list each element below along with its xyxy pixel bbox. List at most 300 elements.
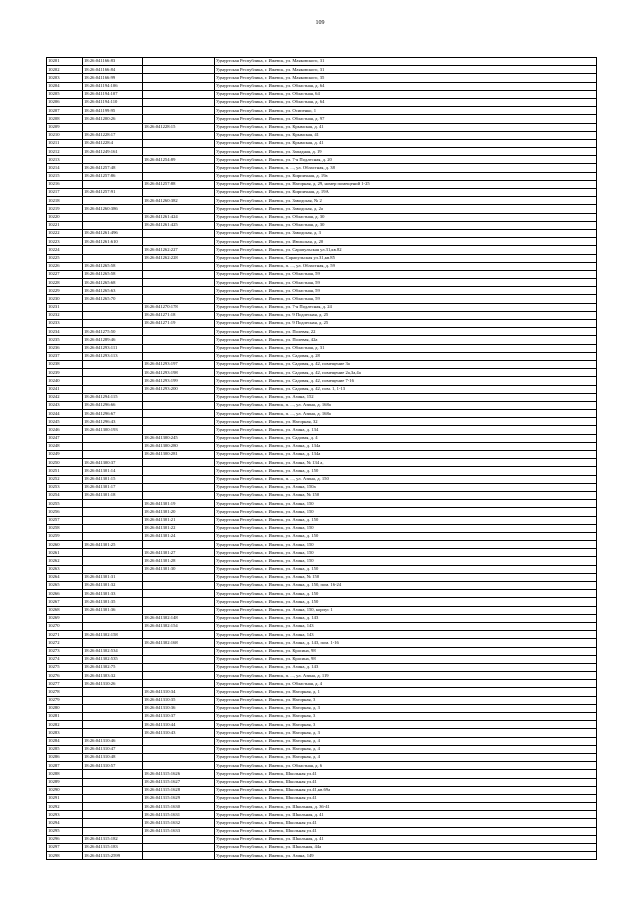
- row-number-cell: 10268: [47, 606, 83, 614]
- row-number-cell: 10240: [47, 377, 83, 385]
- cadastral-number-cell: 18:26:041301:15: [83, 475, 143, 483]
- table-row: [47, 778, 597, 786]
- cadastral-number-cell: 18:26:041261:610: [83, 238, 143, 246]
- row-number-cell: 10258: [47, 524, 83, 532]
- cadastral-number-cell: 18:26:041302:75: [83, 663, 143, 671]
- cadastral-number-cell: [83, 565, 143, 573]
- cadastral-number-cell: 18:26:041310:47: [83, 745, 143, 753]
- cadastral-number-cell: 18:26:041301:35: [83, 598, 143, 606]
- address-cell: Удмуртская Республика, г. Ижевск, п. ..., ул. Областная, д. 38: [215, 164, 597, 172]
- table-row: [47, 410, 597, 418]
- cadastral-number-cell: 18:26:041315:183: [83, 844, 143, 852]
- table-row: [47, 762, 597, 770]
- premises-cadastral-number-cell: [143, 426, 215, 434]
- table-row: [47, 688, 597, 696]
- address-cell: Удмуртская Республика, г. Ижевск, ул. Нагорная, 3: [215, 713, 597, 721]
- row-number-cell: 10279: [47, 696, 83, 704]
- address-cell: Удмуртская Республика, г. Ижевск, ул. Азина, д. 150: [215, 598, 597, 606]
- row-number-cell: 10288: [47, 770, 83, 778]
- address-cell: Удмуртская Республика, г. Ижевск, Школьная ул.41: [215, 778, 597, 786]
- row-number-cell: 10281: [47, 713, 83, 721]
- premises-cadastral-number-cell: 18:26:041300:280: [143, 442, 215, 450]
- row-number-cell: 10215: [47, 172, 83, 180]
- cadastral-number-cell: 18:26:041310:48: [83, 753, 143, 761]
- row-number-cell: 10289: [47, 778, 83, 786]
- table-row: [47, 835, 597, 843]
- address-cell: Удмуртская Республика, г. Ижевск, ул. Садовая, д. 42, помещение 3а: [215, 360, 597, 368]
- premises-cadastral-number-cell: [143, 336, 215, 344]
- address-cell: Удмуртская Республика, г. Ижевск, ул. Областная, 59: [215, 287, 597, 295]
- address-cell: Удмуртская Республика, г. Ижевск, ул. Кирпичная, д. 19а: [215, 172, 597, 180]
- premises-cadastral-number-cell: [143, 401, 215, 409]
- address-cell: Удмуртская Республика, г. Ижевск, ул. Нагорная, д. 4: [215, 745, 597, 753]
- address-cell: Удмуртская Республика, г. Ижевск, ул. Нагорная, д. 1: [215, 688, 597, 696]
- table-row: [47, 852, 597, 860]
- premises-cadastral-number-cell: 18:26:041301:24: [143, 532, 215, 540]
- address-cell: Удмуртская Республика, г. Ижевск, Школьная ул.41: [215, 827, 597, 835]
- row-number-cell: 10249: [47, 451, 83, 459]
- row-number-cell: 10221: [47, 221, 83, 229]
- row-number-cell: 10256: [47, 508, 83, 516]
- cadastral-number-cell: [83, 123, 143, 131]
- cadastral-number-cell: [83, 549, 143, 557]
- address-cell: Удмуртская Республика, г. Ижевск, ул. Красина, 98: [215, 647, 597, 655]
- address-cell: Удмуртская Республика, г. Ижевск, ул. Азина, д. 143, пом. 1-16: [215, 639, 597, 647]
- row-number-cell: 10214: [47, 164, 83, 172]
- address-cell: Удмуртская Республика, г. Ижевск, ул. Садовая, д. 42, помещение 7-16: [215, 377, 597, 385]
- row-number-cell: 10293: [47, 811, 83, 819]
- address-cell: Удмуртская Республика, г. Ижевск, ул. Областная, 64: [215, 90, 597, 98]
- premises-cadastral-number-cell: [143, 835, 215, 843]
- address-cell: Удмуртская Республика, г. Ижевск, Школьная ул.41: [215, 819, 597, 827]
- address-cell: Удмуртская Республика, г. Ижевск, ул. Садовая, д. 28: [215, 352, 597, 360]
- table-row: [47, 508, 597, 516]
- row-number-cell: 10265: [47, 582, 83, 590]
- table-row: [47, 246, 597, 254]
- table-row: [47, 287, 597, 295]
- row-number-cell: 10227: [47, 270, 83, 278]
- row-number-cell: 10298: [47, 852, 83, 860]
- premises-cadastral-number-cell: 18:26:041310:34: [143, 688, 215, 696]
- cadastral-number-cell: [83, 786, 143, 794]
- cadastral-number-cell: 18:26:041257:48: [83, 164, 143, 172]
- row-number-cell: 10257: [47, 516, 83, 524]
- cadastral-number-cell: 18:26:041301:14: [83, 467, 143, 475]
- cadastral-number-cell: 18:26:041302:535: [83, 655, 143, 663]
- premises-cadastral-number-cell: 18:26:041302:154: [143, 622, 215, 630]
- cadastral-number-cell: 18:26:041200:26: [83, 115, 143, 123]
- address-cell: Удмуртская Республика, г. Ижевск, ул. Нагорная, 3: [215, 696, 597, 704]
- cadastral-number-cell: [83, 721, 143, 729]
- cadastral-number-cell: [83, 819, 143, 827]
- table-row: [47, 311, 597, 319]
- table-row: [47, 614, 597, 622]
- address-cell: Удмуртская Республика, г. Ижевск, ул. Азина, 150: [215, 508, 597, 516]
- table-row: [47, 434, 597, 442]
- cadastral-number-cell: [83, 434, 143, 442]
- address-cell: Удмуртская Республика, г. Ижевск, ул. Маяковского, 31: [215, 58, 597, 66]
- table-row: [47, 827, 597, 835]
- premises-cadastral-number-cell: 18:26:041310:43: [143, 729, 215, 737]
- page-number: 109: [315, 20, 325, 26]
- row-number-cell: 10237: [47, 352, 83, 360]
- table-row: [47, 500, 597, 508]
- row-number-cell: 10276: [47, 672, 83, 680]
- row-number-cell: 10292: [47, 803, 83, 811]
- cadastral-number-cell: 18:26:041265:58: [83, 262, 143, 270]
- address-cell: Удмуртская Республика, г. Ижевск, ул. Азина, 150: [215, 524, 597, 532]
- premises-cadastral-number-cell: 18:26:041315:1633: [143, 827, 215, 835]
- cadastral-number-cell: [83, 696, 143, 704]
- table-row: [47, 524, 597, 532]
- row-number-cell: 10271: [47, 631, 83, 639]
- table-row: [47, 385, 597, 393]
- premises-cadastral-number-cell: [143, 74, 215, 82]
- cadastral-number-cell: [83, 516, 143, 524]
- cadastral-number-cell: [83, 311, 143, 319]
- row-number-cell: 10252: [47, 475, 83, 483]
- cadastral-number-cell: 18:26:041296:43: [83, 418, 143, 426]
- table-row: [47, 655, 597, 663]
- row-number-cell: 10235: [47, 336, 83, 344]
- table-row: [47, 680, 597, 688]
- address-cell: Удмуртская Республика, г. Ижевск, ул. Нагорная, д. 3: [215, 704, 597, 712]
- row-number-cell: 10286: [47, 753, 83, 761]
- premises-cadastral-number-cell: 18:26:041315:1631: [143, 811, 215, 819]
- row-number-cell: 10220: [47, 213, 83, 221]
- address-cell: Удмуртская Республика, г. Ижевск, ул. Садовая, д. 42, помещение 2а,3а,4а: [215, 369, 597, 377]
- row-number-cell: 10297: [47, 844, 83, 852]
- cadastral-number-cell: 18:26:041257:91: [83, 189, 143, 197]
- address-cell: Удмуртская Республика, г. Ижевск, ул. Областная, 59: [215, 295, 597, 303]
- row-number-cell: 10264: [47, 573, 83, 581]
- row-number-cell: 10291: [47, 794, 83, 802]
- cadastral-number-cell: [83, 729, 143, 737]
- address-cell: Удмуртская Республика, г. Ижевск, ул. Школьная, 44а: [215, 844, 597, 852]
- premises-cadastral-number-cell: 18:26:041301:27: [143, 549, 215, 557]
- cadastral-number-cell: 18:26:041289:46: [83, 336, 143, 344]
- premises-cadastral-number-cell: 18:26:041310:44: [143, 721, 215, 729]
- table-row: [47, 803, 597, 811]
- row-number-cell: 10219: [47, 205, 83, 213]
- premises-cadastral-number-cell: 18:26:041257:88: [143, 180, 215, 188]
- premises-cadastral-number-cell: 18:26:041271:18: [143, 311, 215, 319]
- premises-cadastral-number-cell: [143, 745, 215, 753]
- cadastral-number-cell: [83, 778, 143, 786]
- address-cell: Удмуртская Республика, г. Ижевск, ул. Школьная, д. 41: [215, 811, 597, 819]
- row-number-cell: 10260: [47, 541, 83, 549]
- premises-cadastral-number-cell: [143, 270, 215, 278]
- table-row: [47, 221, 597, 229]
- cadastral-number-cell: 18:26:041194:107: [83, 90, 143, 98]
- cadastral-number-cell: 18:26:041228:17: [83, 131, 143, 139]
- row-number-cell: 10207: [47, 107, 83, 115]
- row-number-cell: 10238: [47, 360, 83, 368]
- row-number-cell: 10272: [47, 639, 83, 647]
- cadastral-number-cell: [83, 524, 143, 532]
- cadastral-number-cell: 18:26:041302:158: [83, 631, 143, 639]
- premises-cadastral-number-cell: 18:26:041254:89: [143, 156, 215, 164]
- row-number-cell: 10242: [47, 393, 83, 401]
- premises-cadastral-number-cell: [143, 598, 215, 606]
- row-number-cell: 10217: [47, 189, 83, 197]
- premises-cadastral-number-cell: [143, 672, 215, 680]
- table-row: [47, 148, 597, 156]
- table-row: [47, 401, 597, 409]
- premises-cadastral-number-cell: [143, 753, 215, 761]
- address-cell: Удмуртская Республика, г. Ижевск, ул. 7-я Подлесная, д. 24: [215, 303, 597, 311]
- cadastral-number-cell: 18:26:041199:95: [83, 107, 143, 115]
- premises-cadastral-number-cell: [143, 189, 215, 197]
- address-cell: Удмуртская Республика, г. Ижевск, ул. Азина, № 150: [215, 491, 597, 499]
- cadastral-number-cell: 18:26:041301:36: [83, 606, 143, 614]
- row-number-cell: 10248: [47, 442, 83, 450]
- cadastral-number-cell: [83, 827, 143, 835]
- address-cell: Удмуртская Республика, г. Ижевск, Школьная ул.41: [215, 770, 597, 778]
- premises-cadastral-number-cell: [143, 590, 215, 598]
- row-number-cell: 10277: [47, 680, 83, 688]
- row-number-cell: 10203: [47, 74, 83, 82]
- row-number-cell: 10296: [47, 835, 83, 843]
- address-cell: Удмуртская Республика, г. Ижевск, ул. Нагорная, д. 4: [215, 753, 597, 761]
- table-row: [47, 295, 597, 303]
- premises-cadastral-number-cell: 18:26:041310:35: [143, 696, 215, 704]
- row-number-cell: 10232: [47, 311, 83, 319]
- cadastral-number-cell: [83, 246, 143, 254]
- cadastral-number-cell: 18:26:041301:17: [83, 483, 143, 491]
- row-number-cell: 10285: [47, 745, 83, 753]
- premises-cadastral-number-cell: 18:26:041293:200: [143, 385, 215, 393]
- row-number-cell: 10236: [47, 344, 83, 352]
- table-row: [47, 131, 597, 139]
- address-cell: Удмуртская Республика, г. Ижевск, ул. Нагорная, д. 4: [215, 737, 597, 745]
- table-row: [47, 696, 597, 704]
- premises-cadastral-number-cell: [143, 737, 215, 745]
- table-row: [47, 369, 597, 377]
- table-row: [47, 844, 597, 852]
- premises-cadastral-number-cell: [143, 680, 215, 688]
- table-row: [47, 631, 597, 639]
- premises-cadastral-number-cell: [143, 663, 215, 671]
- address-cell: Удмуртская Республика, г. Ижевск, ул. Садовая, д. 42, пом. 1, 1-13: [215, 385, 597, 393]
- table-row: [47, 213, 597, 221]
- address-cell: Удмуртская Республика, г. Ижевск, ул. Областная, 59: [215, 279, 597, 287]
- table-row: [47, 639, 597, 647]
- row-number-cell: 10247: [47, 434, 83, 442]
- row-number-cell: 10254: [47, 491, 83, 499]
- cadastral-number-cell: [83, 385, 143, 393]
- cadastral-number-cell: [83, 704, 143, 712]
- address-cell: Удмуртская Республика, г. Ижевск, ул. Областная, д. 97: [215, 115, 597, 123]
- address-cell: Удмуртская Республика, г. Ижевск, ул. Азина, д. 150, пом. 16-24: [215, 582, 597, 590]
- address-cell: Удмуртская Республика, г. Ижевск, ул. Азина, д. 143: [215, 614, 597, 622]
- premises-cadastral-number-cell: [143, 90, 215, 98]
- cadastral-number-cell: 18:26:041301:18: [83, 491, 143, 499]
- table-row: [47, 590, 597, 598]
- table-row: [47, 721, 597, 729]
- row-number-cell: 10233: [47, 320, 83, 328]
- row-number-cell: 10270: [47, 622, 83, 630]
- row-number-cell: 10282: [47, 721, 83, 729]
- table-row: [47, 205, 597, 213]
- cadastral-number-cell: [83, 180, 143, 188]
- address-cell: Удмуртская Республика, г. Ижевск, п. ..., ул. Областная, д. 59: [215, 262, 597, 270]
- address-cell: Удмуртская Республика, г. Ижевск, ул. Областная, д. 64: [215, 82, 597, 90]
- table-row: [47, 320, 597, 328]
- address-cell: Удмуртская Республика, г. Ижевск, п. ..., ул. Азина, д. 168а: [215, 410, 597, 418]
- premises-cadastral-number-cell: 18:26:041315:1628: [143, 786, 215, 794]
- table-row: [47, 328, 597, 336]
- premises-cadastral-number-cell: 18:26:041270:178: [143, 303, 215, 311]
- cadastral-number-cell: 18:26:041194:106: [83, 82, 143, 90]
- table-row: [47, 451, 597, 459]
- table-row: [47, 582, 597, 590]
- address-cell: Удмуртская Республика, г. Ижевск, ул. Кирпичная, д. 19А: [215, 189, 597, 197]
- table-row: [47, 442, 597, 450]
- row-number-cell: 10273: [47, 647, 83, 655]
- premises-cadastral-number-cell: [143, 238, 215, 246]
- row-number-cell: 10223: [47, 238, 83, 246]
- address-cell: Удмуртская Республика, г. Ижевск, ул. Нагорная, 32: [215, 418, 597, 426]
- cadastral-number-cell: 18:26:041257:86: [83, 172, 143, 180]
- row-number-cell: 10228: [47, 279, 83, 287]
- premises-cadastral-number-cell: [143, 418, 215, 426]
- address-cell: Удмуртская Республика, г. Ижевск, ул. Крымская, д. 41: [215, 139, 597, 147]
- cadastral-number-cell: [83, 303, 143, 311]
- address-cell: Удмуртская Республика, г. Ижевск, ул. Школьная, д. 41: [215, 835, 597, 843]
- cadastral-number-cell: 18:26:041296:67: [83, 410, 143, 418]
- premises-cadastral-number-cell: 18:26:041315:1630: [143, 803, 215, 811]
- cadastral-number-cell: 18:26:041194:110: [83, 98, 143, 106]
- row-number-cell: 10290: [47, 786, 83, 794]
- row-number-cell: 10267: [47, 598, 83, 606]
- table-row: [47, 663, 597, 671]
- premises-cadastral-number-cell: [143, 655, 215, 663]
- table-row: [47, 672, 597, 680]
- address-cell: Удмуртская Республика, г. Ижевск, ул. Азина, 150а: [215, 483, 597, 491]
- premises-cadastral-number-cell: 18:26:041302:148: [143, 614, 215, 622]
- address-cell: Удмуртская Республика, г. Ижевск, ул. Азина, д. 150: [215, 516, 597, 524]
- table-row: [47, 229, 597, 237]
- cadastral-number-cell: 18:26:041265:70: [83, 295, 143, 303]
- cadastral-number-cell: [83, 688, 143, 696]
- table-row: [47, 606, 597, 614]
- premises-cadastral-number-cell: 18:26:041315:1627: [143, 778, 215, 786]
- row-number-cell: 10218: [47, 197, 83, 205]
- address-cell: Удмуртская Республика, г. Ижевск, п. ..., ул. Азина, д. 150: [215, 475, 597, 483]
- address-cell: Удмуртская Республика, г. Ижевск, ул. 9 Подлесная, д. 25: [215, 311, 597, 319]
- cadastral-number-cell: 18:26:041301:33: [83, 590, 143, 598]
- row-number-cell: 10259: [47, 532, 83, 540]
- cadastral-number-cell: 18:26:041293:111: [83, 344, 143, 352]
- cadastral-number-cell: 18:26:041275:50: [83, 328, 143, 336]
- cadastral-number-cell: [83, 197, 143, 205]
- table-row: [47, 180, 597, 188]
- cadastral-number-cell: [83, 377, 143, 385]
- address-cell: Удмуртская Республика, г. Ижевск, ул. Областная, д. 4: [215, 680, 597, 688]
- premises-cadastral-number-cell: 18:26:041293:199: [143, 377, 215, 385]
- premises-cadastral-number-cell: [143, 852, 215, 860]
- premises-cadastral-number-cell: [143, 541, 215, 549]
- address-cell: Удмуртская Республика, г. Ижевск, ул. Азина, № 150: [215, 573, 597, 581]
- premises-cadastral-number-cell: [143, 279, 215, 287]
- cadastral-number-cell: 18:26:041296:66: [83, 401, 143, 409]
- row-number-cell: 10246: [47, 426, 83, 434]
- cadastral-number-cell: 18:26:041300:37: [83, 459, 143, 467]
- premises-cadastral-number-cell: [143, 148, 215, 156]
- row-number-cell: 10295: [47, 827, 83, 835]
- premises-cadastral-number-cell: [143, 491, 215, 499]
- address-cell: Удмуртская Республика, г. Ижевск, ул. Заводская, д. 3: [215, 229, 597, 237]
- table-row: [47, 172, 597, 180]
- cadastral-number-cell: [83, 639, 143, 647]
- address-cell: Удмуртская Республика, г. Ижевск, ул. Полевая, 42а: [215, 336, 597, 344]
- cadastral-number-cell: 18:26:041265:68: [83, 279, 143, 287]
- table-row: [47, 516, 597, 524]
- cadastral-number-cell: 18:26:041303:32: [83, 672, 143, 680]
- table-row: [47, 164, 597, 172]
- table-row: [47, 753, 597, 761]
- table-row: [47, 58, 597, 66]
- cadastral-number-cell: 18:26:041265:58: [83, 270, 143, 278]
- premises-cadastral-number-cell: 18:26:041271:19: [143, 320, 215, 328]
- table-row: [47, 557, 597, 565]
- table-row: [47, 418, 597, 426]
- premises-cadastral-number-cell: 18:26:041301:20: [143, 508, 215, 516]
- address-cell: Удмуртская Республика, г. Ижевск, ул. Областная, д. 31: [215, 344, 597, 352]
- address-cell: Удмуртская Республика, г. Ижевск, ул. Областная, д. 64: [215, 98, 597, 106]
- cadastral-number-cell: 18:26:041294:115: [83, 393, 143, 401]
- row-number-cell: 10211: [47, 139, 83, 147]
- table-row: [47, 393, 597, 401]
- address-cell: Удмуртская Республика, г. Ижевск, ул. Азина, д. 150: [215, 532, 597, 540]
- cadastral-number-cell: 18:26:041310:26: [83, 680, 143, 688]
- table-row: [47, 262, 597, 270]
- row-number-cell: 10210: [47, 131, 83, 139]
- address-cell: Удмуртская Республика, г. Ижевск, ул. Западная, д. 19: [215, 148, 597, 156]
- row-number-cell: 10245: [47, 418, 83, 426]
- row-number-cell: 10213: [47, 156, 83, 164]
- premises-cadastral-number-cell: [143, 131, 215, 139]
- table-row: [47, 737, 597, 745]
- premises-cadastral-number-cell: [143, 352, 215, 360]
- premises-cadastral-number-cell: [143, 631, 215, 639]
- row-number-cell: 10204: [47, 82, 83, 90]
- premises-cadastral-number-cell: [143, 58, 215, 66]
- cadastral-number-cell: 18:26:041260:386: [83, 205, 143, 213]
- address-cell: Удмуртская Республика, г. Ижевск, ул. Азина, 143: [215, 631, 597, 639]
- row-number-cell: 10212: [47, 148, 83, 156]
- cadastral-number-cell: 18:26:041166:99: [83, 74, 143, 82]
- address-cell: Удмуртская Республика, г. Ижевск, ул. 7-я Подлесная, д. 20: [215, 156, 597, 164]
- cadastral-number-cell: [83, 360, 143, 368]
- cadastral-number-cell: [83, 557, 143, 565]
- address-cell: Удмуртская Республика, г. Ижевск, ул. Маяковского, 35: [215, 74, 597, 82]
- cadastral-number-cell: [83, 713, 143, 721]
- row-number-cell: 10206: [47, 98, 83, 106]
- row-number-cell: 10266: [47, 590, 83, 598]
- table-row: [47, 622, 597, 630]
- cadastral-number-cell: 18:26:041166:83: [83, 58, 143, 66]
- row-number-cell: 10224: [47, 246, 83, 254]
- table-row: [47, 819, 597, 827]
- address-cell: Удмуртская Республика, г. Ижевск, ул. Областная, 59: [215, 270, 597, 278]
- address-cell: Удмуртская Республика, г. Ижевск, ул. Азина, д. 143: [215, 663, 597, 671]
- premises-cadastral-number-cell: [143, 107, 215, 115]
- address-cell: Удмуртская Республика, г. Ижевск, ул. Областная, д. 30: [215, 213, 597, 221]
- row-number-cell: 10250: [47, 459, 83, 467]
- premises-cadastral-number-cell: [143, 475, 215, 483]
